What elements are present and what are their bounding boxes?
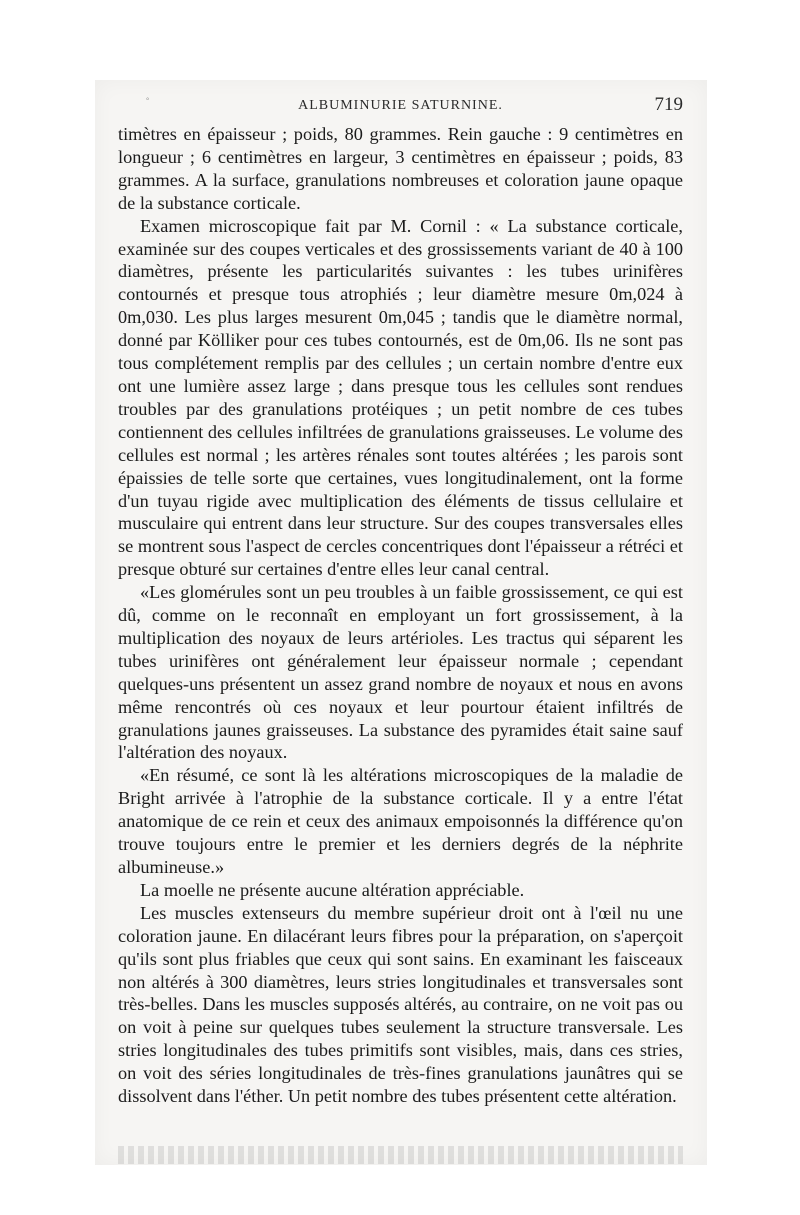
running-title: ALBUMINURIE SATURNINE.	[298, 98, 503, 113]
bleed-through	[118, 1146, 683, 1164]
paragraph-4: «En résumé, ce sont là les altérations microscopiques de la maladie de Bright arrivée à l'atrophie de la substance corticale. Il y a entre l'état anatomique de ce rein et ceux des animaux empoisonnés la différence qu'on trouve toujours entre le premier et les derniers degrés de la néphrite albumineuse.»	[118, 765, 683, 877]
body-text	[118, 123, 683, 1108]
paragraph-5: La moelle ne présente aucune altération appréciable.	[140, 879, 525, 900]
page-number: 719	[654, 94, 683, 115]
page-mark: °	[146, 96, 150, 105]
paragraph-1: timètres en épaisseur ; poids, 80 grammes. Rein gauche : 9 centimètres en longueur ; 6 centimètres en largeur, 3 centimètres en épaisseur ; poids, 83 grammes. A la surface, granulations nombreuses et coloration jaune opaque de la substance corticale.	[118, 124, 683, 213]
paragraph-6: Les muscles extenseurs du membre supérieur droit ont à l'œil nu une coloration jaune. En dilacérant leurs fibres pour la préparation, on s'aperçoit qu'ils sont plus friables que ceux qui sont sains. En examinant les faisceaux non altérés à 300 diamètres, leurs stries longitudinales et transversales sont très-belles. Dans les muscles supposés altérés, au contraire, on ne voit pas ou on voit à peine sur quelques tubes seulement la structure transversale. Les stries longitudinales des tubes primitifs sont visibles, mais, dans ces stries, on voit des séries longitudinales de très-fines granulations jaunâtres qui se dissolvent dans l'éther. Un petit nombre des tubes présentent cette altération.	[118, 902, 683, 1107]
page-header	[118, 92, 683, 116]
paragraph-2: Examen microscopique fait par M. Cornil : « La substance corticale, examinée sur des coupes verticales et des grossissements variant de 40 à 100 diamètres, présente les particularités suivantes : les tubes urinifères contournés et presque tous atrophiés ; leur diamètre mesure 0m,024 à 0m,030. Les plus larges mesurent 0m,045 ; tandis que le diamètre normal, donné par Kölliker pour ces tubes contournés, est de 0m,06. Ils ne sont pas tous complétement remplis par des cellules ; un certain nombre d'entre eux ont une lumière assez large ; dans presque tous les cellules sont rendues troubles par des granulations protéiques ; un petit nombre de ces tubes contiennent des cellules infiltrées de granulations graisseuses. Le volume des cellules est normal ; les artères rénales sont toutes altérées ; les parois sont épaissies de telle sorte que certaines, vues longitudinalement, ont la forme d'un tuyau rigide avec multiplication des éléments de tissus cellulaire et musculaire qui entrent dans leur structure. Sur des coupes transversales elles se montrent sous l'aspect de cercles concentriques dont l'épaisseur a rétréci et presque obturé sur certaines d'entre elles leur canal central.	[118, 215, 683, 580]
paragraph-3: «Les glomérules sont un peu troubles à un faible grossissement, ce qui est dû, comme on le reconnaît en employant un fort grossissement, à la multiplication des noyaux de leurs artérioles. Les tractus qui séparent les tubes urinifères ont généralement leur épaisseur normale ; cependant quelques-uns présentent un assez grand nombre de noyaux et nous en avons même rencontrés où ces noyaux et leur pourtour étaient infiltrés de granulations jaunes graisseuses. La substance des pyramides était saine sauf l'altération des noyaux.	[118, 582, 683, 763]
